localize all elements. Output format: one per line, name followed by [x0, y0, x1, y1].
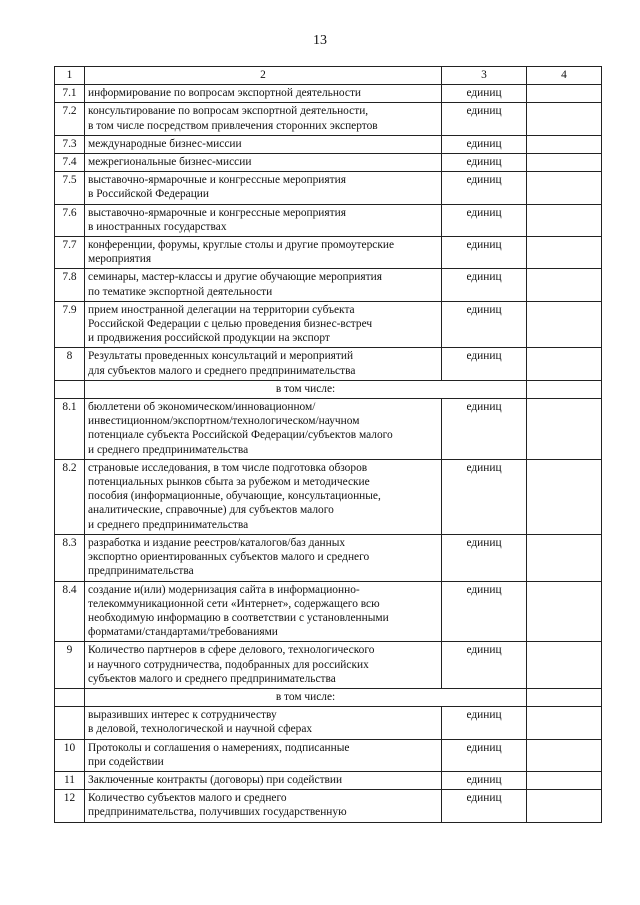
table-row	[55, 739, 602, 771]
row-number-cell: 7.7	[55, 237, 85, 269]
indicator-name-cell: информирование по вопросам экспортной деятельности	[85, 85, 442, 103]
indicator-name-cell: страновые исследования, в том числе подготовка обзоров потенциальных рынков сбыта за рубежом и методические пособия (информационные, обучающие, консультационные, аналитические, справочные) для субъектов малого и среднего предпринимательства	[85, 459, 442, 534]
row-number-cell: 7.4	[55, 154, 85, 172]
table-subheader-row	[55, 380, 602, 398]
row-number-cell	[55, 380, 85, 398]
value-cell	[527, 771, 602, 789]
unit-cell: единиц	[442, 399, 527, 460]
value-cell	[527, 739, 602, 771]
value-cell	[527, 172, 602, 204]
table-row	[55, 204, 602, 236]
unit-cell: единиц	[442, 771, 527, 789]
table-body	[55, 67, 602, 823]
table-row	[55, 642, 602, 689]
unit-cell: единиц	[442, 154, 527, 172]
unit-cell: единиц	[442, 301, 527, 348]
row-number-cell: 7.5	[55, 172, 85, 204]
value-cell	[527, 269, 602, 301]
table-row	[55, 399, 602, 460]
row-number-cell	[55, 688, 85, 706]
row-number-cell	[55, 707, 85, 739]
indicator-name-cell: разработка и издание реестров/каталогов/баз данных экспортно ориентированных субъектов малого и среднего предпринимательства	[85, 534, 442, 581]
unit-cell: единиц	[442, 534, 527, 581]
unit-cell: единиц	[442, 172, 527, 204]
unit-cell: единиц	[442, 739, 527, 771]
value-cell	[527, 581, 602, 642]
indicator-name-cell: Количество партнеров в сфере делового, технологического и научного сотрудничества, подобранных для российских субъектов малого и среднего предпринимательства	[85, 642, 442, 689]
value-cell	[527, 707, 602, 739]
unit-cell: единиц	[442, 348, 527, 380]
indicator-name-cell: международные бизнес-миссии	[85, 135, 442, 153]
unit-cell: единиц	[442, 204, 527, 236]
table-row	[55, 103, 602, 135]
value-cell	[527, 237, 602, 269]
table-row	[55, 269, 602, 301]
table-row	[55, 237, 602, 269]
table-row	[55, 172, 602, 204]
value-cell	[527, 154, 602, 172]
indicator-name-cell: выразивших интерес к сотрудничеству в деловой, технологической и научной сферах	[85, 707, 442, 739]
value-cell	[527, 85, 602, 103]
indicator-name-cell: создание и(или) модернизация сайта в информационно- телекоммуникационной сети «Интернет», содержащего всю необходимую информацию в соответствии с установленными форматами/стандартами/требованиями	[85, 581, 442, 642]
header-col-1: 1	[55, 67, 85, 85]
row-number-cell: 7.8	[55, 269, 85, 301]
page-number: 13	[313, 33, 327, 48]
value-cell	[527, 459, 602, 534]
unit-cell: единиц	[442, 269, 527, 301]
row-number-cell: 12	[55, 790, 85, 822]
indicator-name-cell: консультирование по вопросам экспортной деятельности, в том числе посредством привлечения сторонних экспертов	[85, 103, 442, 135]
table-subheader-row	[55, 688, 602, 706]
value-cell	[527, 790, 602, 822]
unit-cell: единиц	[442, 103, 527, 135]
indicator-name-cell: Заключенные контракты (договоры) при содействии	[85, 771, 442, 789]
table-row	[55, 154, 602, 172]
value-cell	[527, 642, 602, 689]
unit-cell: единиц	[442, 85, 527, 103]
header-col-3: 3	[442, 67, 527, 85]
table-row	[55, 459, 602, 534]
indicator-name-cell: Количество субъектов малого и среднего предпринимательства, получивших государственную	[85, 790, 442, 822]
table-row	[55, 581, 602, 642]
header-col-2: 2	[85, 67, 442, 85]
value-cell	[527, 688, 602, 706]
row-number-cell: 9	[55, 642, 85, 689]
table-row	[55, 771, 602, 789]
unit-cell: единиц	[442, 459, 527, 534]
row-number-cell: 8.2	[55, 459, 85, 534]
row-number-cell: 11	[55, 771, 85, 789]
value-cell	[527, 399, 602, 460]
row-number-cell: 10	[55, 739, 85, 771]
value-cell	[527, 348, 602, 380]
indicator-name-cell: семинары, мастер-классы и другие обучающие мероприятия по тематике экспортной деятельности	[85, 269, 442, 301]
indicator-name-cell: прием иностранной делегации на территории субъекта Российской Федерации с целью проведения бизнес-встреч и продвижения российской продукции на экспорт	[85, 301, 442, 348]
unit-cell: единиц	[442, 237, 527, 269]
row-number-cell: 7.9	[55, 301, 85, 348]
row-number-cell: 7.3	[55, 135, 85, 153]
table-row	[55, 348, 602, 380]
unit-cell: единиц	[442, 581, 527, 642]
table-row	[55, 135, 602, 153]
table-row	[55, 534, 602, 581]
row-number-cell: 7.1	[55, 85, 85, 103]
indicator-name-cell: бюллетени об экономическом/инновационном/ инвестиционном/экспортном/технологическом/научном потенциале субъекта Российской Федерации/субъектов малого и среднего предпринимательства	[85, 399, 442, 460]
subheader-text: в том числе:	[85, 380, 527, 398]
subheader-text: в том числе:	[85, 688, 527, 706]
unit-cell: единиц	[442, 790, 527, 822]
indicator-name-cell: выставочно-ярмарочные и конгрессные мероприятия в иностранных государствах	[85, 204, 442, 236]
table-row	[55, 790, 602, 822]
table-row	[55, 85, 602, 103]
value-cell	[527, 380, 602, 398]
indicators-table	[54, 66, 602, 823]
row-number-cell: 8.3	[55, 534, 85, 581]
indicator-name-cell: межрегиональные бизнес-миссии	[85, 154, 442, 172]
row-number-cell: 7.2	[55, 103, 85, 135]
indicator-name-cell: конференции, форумы, круглые столы и другие промоутерские мероприятия	[85, 237, 442, 269]
header-col-4: 4	[527, 67, 602, 85]
value-cell	[527, 301, 602, 348]
table-row	[55, 301, 602, 348]
unit-cell: единиц	[442, 707, 527, 739]
value-cell	[527, 204, 602, 236]
row-number-cell: 8.4	[55, 581, 85, 642]
value-cell	[527, 103, 602, 135]
indicator-name-cell: выставочно-ярмарочные и конгрессные мероприятия в Российской Федерации	[85, 172, 442, 204]
unit-cell: единиц	[442, 642, 527, 689]
indicator-name-cell: Результаты проведенных консультаций и мероприятий для субъектов малого и среднего предпринимательства	[85, 348, 442, 380]
unit-cell: единиц	[442, 135, 527, 153]
row-number-cell: 8.1	[55, 399, 85, 460]
value-cell	[527, 534, 602, 581]
table-row	[55, 707, 602, 739]
value-cell	[527, 135, 602, 153]
row-number-cell: 7.6	[55, 204, 85, 236]
indicator-name-cell: Протоколы и соглашения о намерениях, подписанные при содействии	[85, 739, 442, 771]
table-header-row	[55, 67, 602, 85]
row-number-cell: 8	[55, 348, 85, 380]
